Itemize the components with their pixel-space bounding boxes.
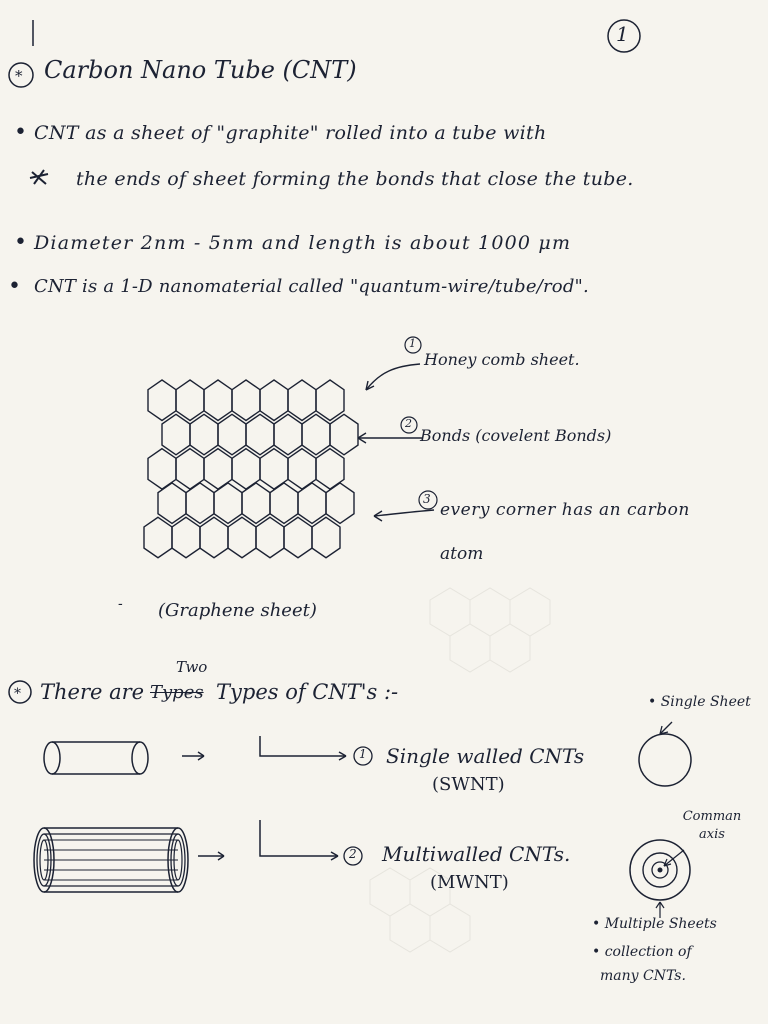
point-2: Diameter 2nm - 5nm and length is about 1000 μm	[34, 232, 572, 254]
bullet-dot: •	[8, 274, 21, 299]
types-struck-word: Types	[150, 682, 204, 703]
hexagon-cell	[246, 414, 274, 454]
multiple-sheets-note: • Multiple Sheets	[592, 916, 717, 932]
hexagon-cell	[186, 483, 214, 523]
swnt-label: Single walled CNTs	[386, 744, 585, 768]
hexagon-cell	[228, 517, 256, 557]
hexagon-cell	[288, 380, 316, 420]
label-3-number: 3	[423, 492, 431, 506]
graphene-honeycomb-diagram	[140, 370, 380, 600]
common-axis-note: Comman axis	[682, 809, 742, 842]
label-2-number: 2	[405, 417, 412, 430]
hexagon-cell	[284, 517, 312, 557]
crossed-out-scribble	[28, 168, 52, 188]
types-insert-word: Two	[176, 658, 208, 676]
hexagon-cell	[256, 517, 284, 557]
margin-mark	[30, 18, 36, 48]
single-sheet-note: • Single Sheet	[648, 694, 751, 710]
bullet-dot: •	[14, 120, 27, 145]
bullet-dot: •	[14, 230, 27, 255]
label-1-number: 1	[409, 337, 416, 350]
types-bullet-icon	[4, 676, 36, 708]
label-atom: atom	[440, 544, 484, 564]
hexagon-cell	[232, 380, 260, 420]
swnt-diagram	[40, 728, 380, 788]
point-1-line-1: CNT as a sheet of "graphite" rolled into a tube with	[34, 122, 547, 144]
swnt-abbreviation: (SWNT)	[432, 774, 505, 795]
label-honeycomb-sheet: Honey comb sheet.	[424, 350, 580, 369]
hexagon-cell	[302, 414, 330, 454]
mwnt-abbreviation: (MWNT)	[430, 872, 509, 893]
svg-text:*: *	[14, 686, 21, 702]
mwnt-number: 2	[349, 847, 357, 861]
point-3: CNT is a 1-D nanomaterial called "quantum-wire/tube/rod".	[34, 276, 589, 297]
mwnt-cross-section	[624, 826, 714, 926]
hexagon-cell	[176, 380, 204, 420]
page-number: 1	[616, 22, 629, 46]
swnt-cross-section	[620, 712, 710, 802]
hexagon-cell	[190, 414, 218, 454]
label-bonds: Bonds (covelent Bonds)	[420, 426, 612, 445]
hexagon-cell	[298, 483, 326, 523]
title-bullet-icon	[4, 58, 38, 92]
stray-mark: -	[118, 596, 123, 612]
hexagon-cell	[148, 380, 176, 420]
hexagon-cell	[158, 483, 186, 523]
hexagon-cell	[200, 517, 228, 557]
svg-text:*: *	[15, 67, 23, 85]
hexagon-cell	[214, 483, 242, 523]
types-heading-prefix: There are	[40, 680, 145, 704]
hexagon-cell	[218, 414, 246, 454]
hexagon-cell	[242, 483, 270, 523]
hexagon-cell	[144, 517, 172, 557]
point-1-line-2: the ends of sheet forming the bonds that close the tube.	[76, 168, 634, 190]
swnt-number: 1	[359, 747, 367, 761]
hexagon-cell	[162, 414, 190, 454]
diagram-caption: (Graphene sheet)	[158, 600, 317, 621]
collection-note: • collection of	[592, 944, 692, 960]
page-title: Carbon Nano Tube (CNT)	[44, 56, 357, 84]
types-heading-suffix: Types of CNT's :-	[216, 680, 399, 704]
mwnt-diagram	[30, 820, 380, 910]
hexagon-cell	[270, 483, 298, 523]
hexagon-cell	[260, 380, 288, 420]
hexagon-cell	[172, 517, 200, 557]
hexagon-cell	[316, 380, 344, 420]
mwnt-label: Multiwalled CNTs.	[382, 842, 571, 866]
hexagon-cell	[274, 414, 302, 454]
hexagon-cell	[312, 517, 340, 557]
label-corner-carbon: every corner has an carbon	[440, 500, 690, 520]
hexagon-cell	[204, 380, 232, 420]
many-cnts-note: many CNTs.	[600, 968, 686, 984]
